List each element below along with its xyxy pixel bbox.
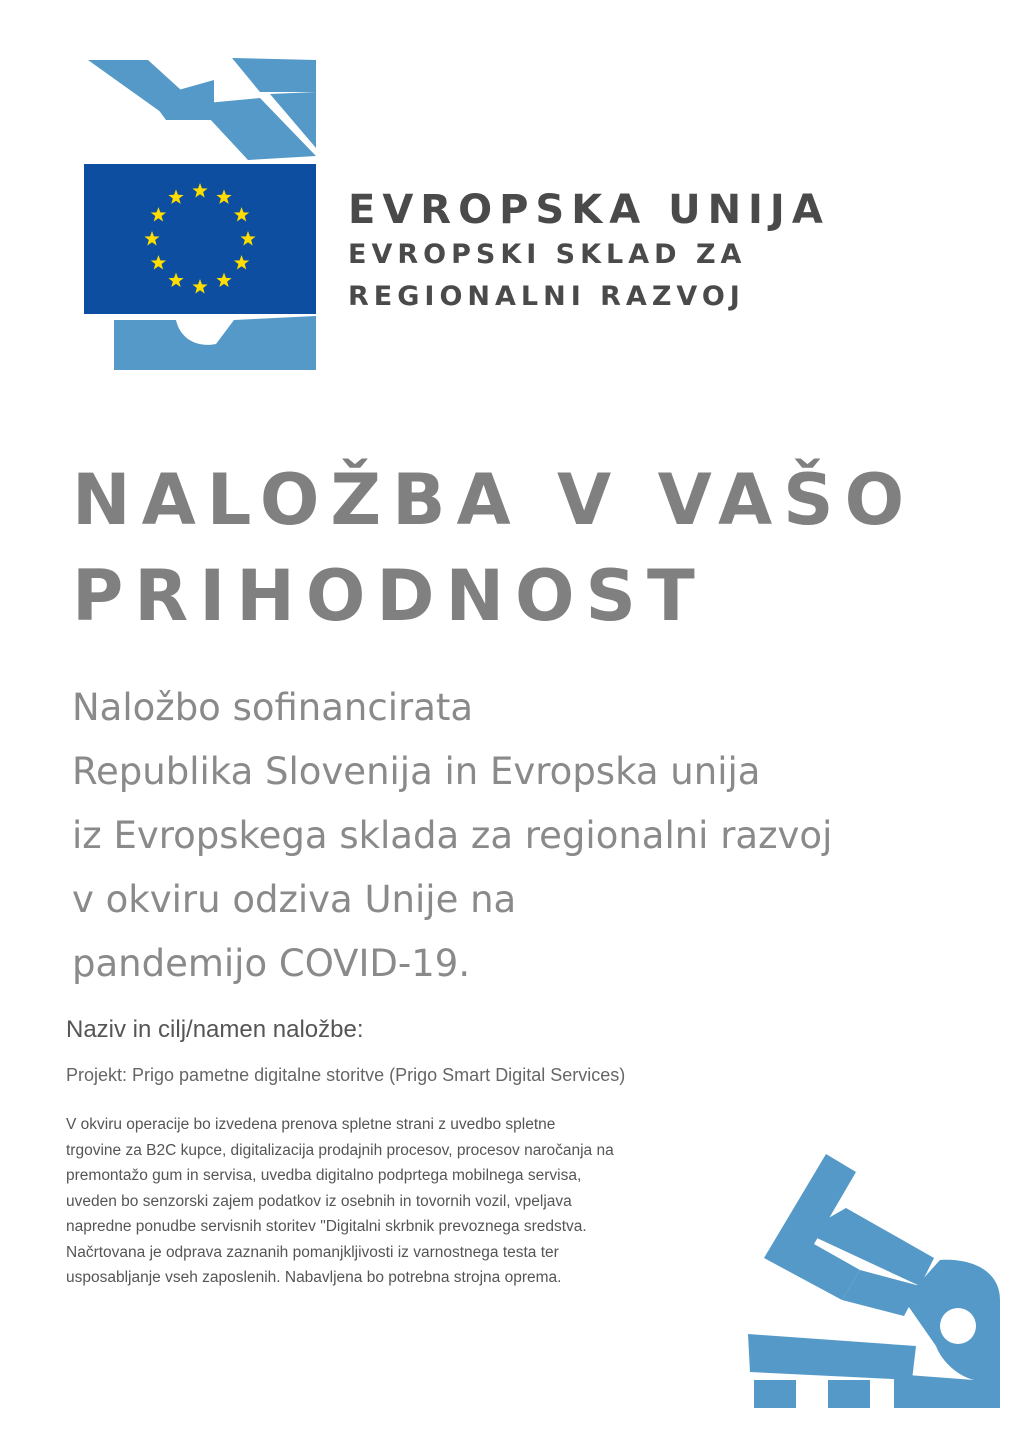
cofinancing-line: v okviru odziva Unije na [72, 878, 517, 921]
description-line: uveden bo senzorski zajem podatkov iz osebnih in tovornih vozil, vpeljava [66, 1192, 572, 1210]
description-line: napredne ponudbe servisnih storitev "Digitalni skrbnik prevoznega sredstva. [66, 1218, 587, 1235]
description-line: premontažo gum in servisa, uvedba digitalno podprtega mobilnega servisa, [66, 1167, 582, 1184]
headline-line: PRIHODNOST [72, 555, 706, 637]
description-line: trgovine za B2C kupce, digitalizacija prodajnih procesov, procesov naročanja na [66, 1141, 614, 1159]
investment-heading: Naziv in cilj/namen naložbe: [66, 1016, 364, 1043]
eu-flag-icon [84, 164, 316, 314]
logo-subtitle-line: EVROPSKI SKLAD ZA [348, 239, 747, 270]
cofinancing-statement [72, 676, 832, 996]
description-line: usposabljanje vseh zaposlenih. Nabavljena bo potrebna strojna oprema. [66, 1269, 562, 1286]
eu-logo-graphic [84, 58, 316, 370]
corner-decorative-shapes [744, 1150, 1004, 1410]
description-line: Načrtovana je odprava zaznanih pomanjkljivosti iz varnostnega testa ter [66, 1243, 559, 1261]
page-headline [72, 452, 915, 644]
cofinancing-line: Naložbo sofinancirata [72, 686, 474, 729]
project-description [66, 1112, 614, 1291]
headline-line: NALOŽBA V VAŠO [72, 459, 916, 541]
cofinancing-line: pandemijo COVID-19. [72, 942, 471, 985]
cofinancing-line: iz Evropskega sklada za regionalni razvoj [72, 814, 833, 857]
description-line: V okviru operacije bo izvedena prenova spletne strani z uvedbo spletne [66, 1116, 556, 1133]
cofinancing-line: Republika Slovenija in Evropska unija [72, 750, 761, 793]
eu-logo-text [348, 186, 830, 318]
project-title: Projekt: Prigo pametne digitalne storitve (Prigo Smart Digital Services) [66, 1065, 626, 1085]
logo-title: EVROPSKA UNIJA [348, 187, 830, 233]
logo-subtitle-line: REGIONALNI RAZVOJ [348, 281, 745, 312]
